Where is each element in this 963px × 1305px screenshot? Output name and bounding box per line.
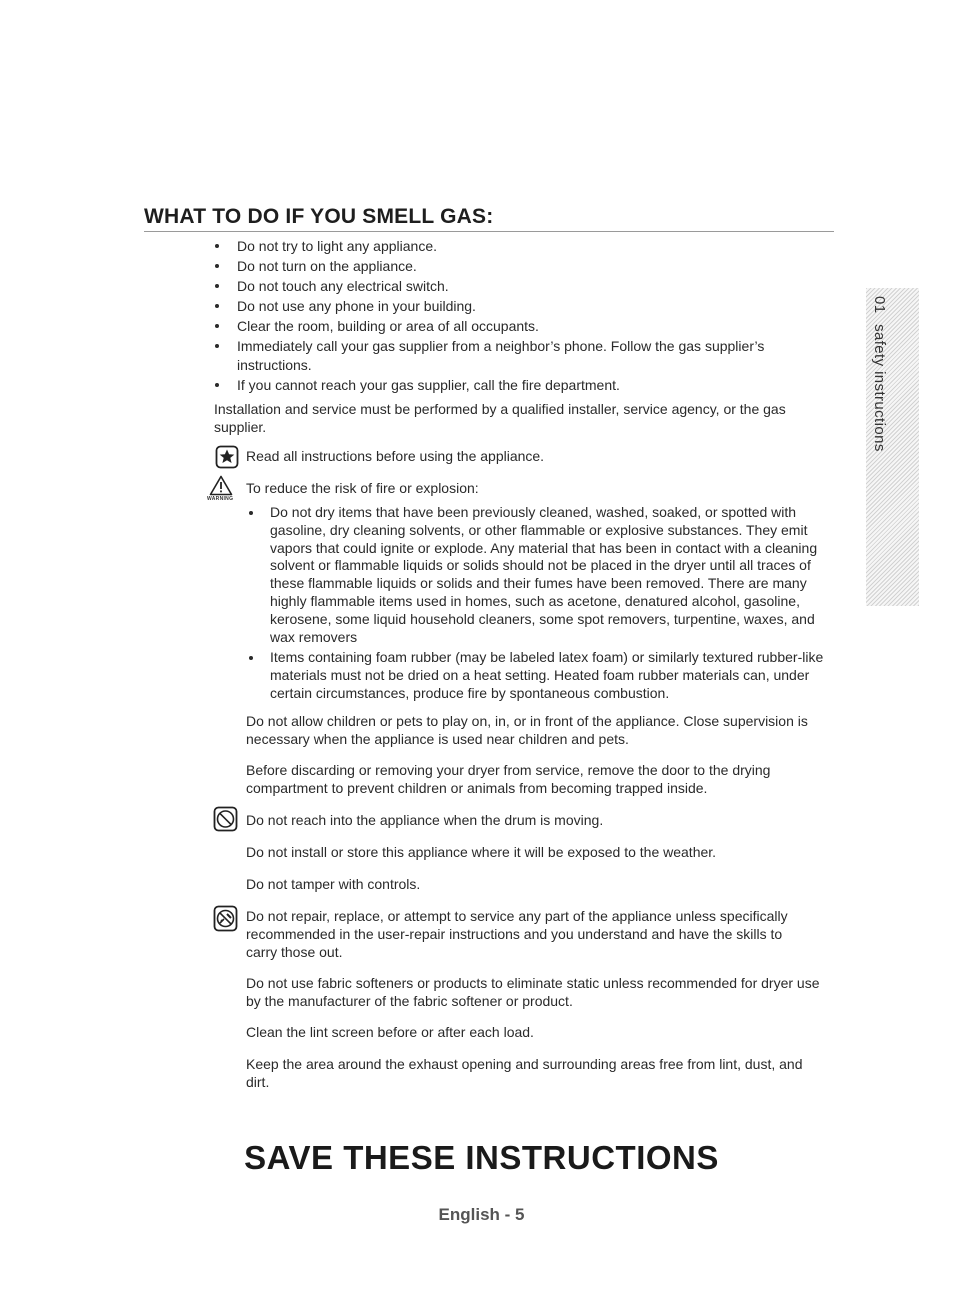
- gas-smell-list: [214, 237, 814, 396]
- weather-text: Do not install or store this appliance where it will be exposed to the weather.: [246, 844, 717, 860]
- star-in-box-icon: [215, 445, 239, 469]
- read-instructions-text: Read all instructions before using the appliance.: [246, 448, 545, 464]
- side-tab-number: 01: [871, 296, 888, 314]
- drum-moving-text: Do not reach into the appliance when the drum is moving.: [246, 812, 604, 828]
- no-disassembly-icon: [213, 905, 238, 932]
- list-item: Do not use any phone in your building.: [214, 297, 814, 316]
- prohibited-icon: [213, 806, 238, 832]
- reduce-risk-text: To reduce the risk of fire or explosion:: [246, 480, 479, 496]
- warning-triangle-icon: [209, 475, 233, 496]
- softeners-text: Do not use fabric softeners or products to eliminate static unless recommended for dryer use by the manufacturer of the fabric softener or product.: [246, 975, 820, 1009]
- list-item: Do not dry items that have been previously cleaned, washed, soaked, or spotted with gasoline, dry cleaning solvents, or other flammable or explosive substances. They emit vapors that could ignite or explode. Any material that has been in contact with a cleaning solvent or flammable liquids or solids should not be placed in the dryer until all traces of these flammable liquids or solids and their fumes have been removed. There are many highly flammable items used in homes, such as acetone, denatured alcohol, gasoline, kerosene, some liquid household cleaners, some spot removers, turpentine, waxes, and wax removers: [246, 504, 831, 646]
- side-tab-label: [872, 296, 888, 466]
- list-item: Do not try to light any appliance.: [214, 237, 814, 256]
- list-item: Do not turn on the appliance.: [214, 257, 814, 276]
- list-item: Items containing foam rubber (may be labeled latex foam) or similarly textured rubber-like materials must not be dried on a heat setting. Heated foam rubber materials can, under certain circumstances, produce fire by spontaneous combustion.: [246, 649, 831, 702]
- list-item: Do not touch any electrical switch.: [214, 277, 814, 296]
- children-pets-text: Do not allow children or pets to play on, in, or in front of the appliance. Close supervision is necessary when the appliance is used near children and pets.: [246, 713, 808, 747]
- save-instructions-title: SAVE THESE INSTRUCTIONS: [244, 1139, 719, 1176]
- repair-text: Do not repair, replace, or attempt to service any part of the appliance unless specifically recommended in the user-repair instructions and you understand and have the skills to carry those out.: [246, 908, 788, 960]
- fire-risk-list: [246, 504, 831, 706]
- discarding-text: Before discarding or removing your dryer from service, remove the door to the drying compartment to prevent children or animals from becoming trapped inside.: [246, 762, 771, 796]
- list-item: Immediately call your gas supplier from a neighbor’s phone. Follow the gas supplier’s instructions.: [214, 337, 814, 375]
- side-tab-title: safety instructions: [871, 324, 888, 452]
- warning-label: WARNING: [207, 496, 234, 502]
- list-item: If you cannot reach your gas supplier, call the fire department.: [214, 376, 814, 395]
- page-footer: English - 5: [438, 1205, 525, 1224]
- lint-text: Clean the lint screen before or after each load.: [246, 1024, 534, 1040]
- section-heading: WHAT TO DO IF YOU SMELL GAS:: [144, 205, 834, 232]
- tamper-text: Do not tamper with controls.: [246, 876, 421, 892]
- installation-note: Installation and service must be performed by a qualified installer, service agency, or the gas supplier.: [214, 401, 786, 435]
- list-item: Clear the room, building or area of all occupants.: [214, 317, 814, 336]
- exhaust-text: Keep the area around the exhaust opening and surrounding areas free from lint, dust, and dirt.: [246, 1056, 803, 1090]
